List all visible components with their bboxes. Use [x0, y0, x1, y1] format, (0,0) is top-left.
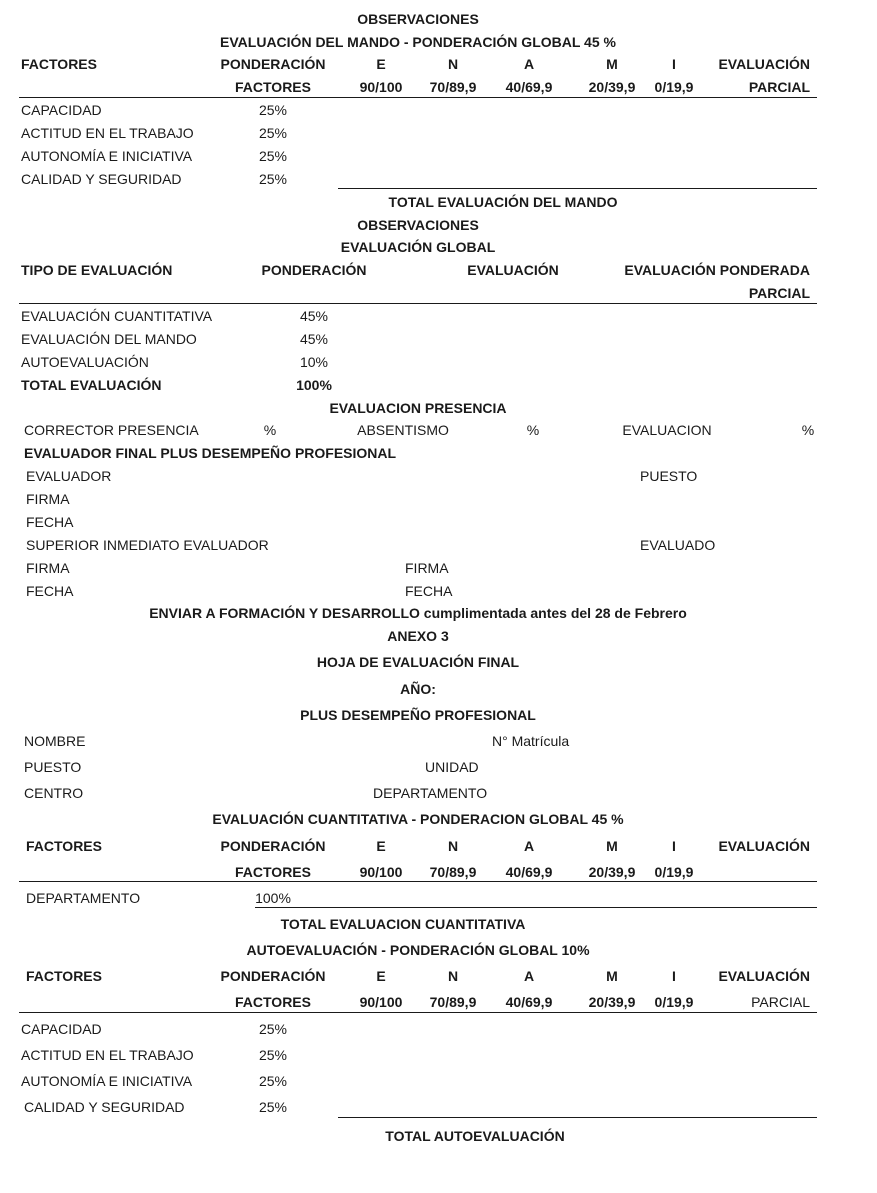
- global-header-ponderacion: PONDERACIÓN: [261, 262, 367, 278]
- presencia-corrector-percent: %: [263, 422, 277, 438]
- anio-label: AÑO:: [400, 681, 436, 697]
- presencia-evaluacion-label: EVALUACION: [622, 422, 712, 438]
- mando-subheader-a-range: 40/69,9: [505, 79, 553, 95]
- cuant-header-m: M: [606, 838, 618, 854]
- auto-header-i: I: [672, 968, 676, 984]
- auto-row-pond: 25%: [258, 1021, 288, 1037]
- mando-row-pond: 25%: [258, 148, 288, 164]
- superior-firma-label: FIRMA: [26, 560, 70, 576]
- auto-header-evaluacion: EVALUACIÓN: [718, 968, 810, 984]
- auto-total-divider: [338, 1117, 817, 1118]
- mando-subheader-m-range: 20/39,9: [588, 79, 636, 95]
- cuant-header-evaluacion: EVALUACIÓN: [718, 838, 810, 854]
- mando-header-divider: [19, 97, 817, 98]
- global-observaciones-heading: OBSERVACIONES: [357, 217, 479, 233]
- enviar-instruction: [149, 605, 687, 621]
- hoja-evaluacion-title: HOJA DE EVALUACIÓN FINAL: [316, 654, 520, 670]
- auto-row-factor: CAPACIDAD: [21, 1021, 102, 1037]
- auto-subheader-a-range: 40/69,9: [505, 994, 553, 1010]
- mando-row-pond: 25%: [258, 125, 288, 141]
- evaluado-fecha-label: FECHA: [405, 583, 453, 599]
- mando-subheader-parcial: PARCIAL: [748, 79, 810, 95]
- global-section-title: EVALUACIÓN GLOBAL: [340, 239, 496, 255]
- presencia-corrector-label: CORRECTOR PRESENCIA: [24, 422, 199, 438]
- mando-row-factor: CALIDAD Y SEGURIDAD: [21, 171, 182, 187]
- mando-header-e: E: [376, 56, 386, 72]
- auto-header-a: A: [523, 968, 535, 984]
- global-header-divider: [19, 303, 817, 304]
- cuant-header-n: N: [447, 838, 459, 854]
- enviar-instruction-bold: ENVIAR A FORMACIÓN Y DESARROLLO: [149, 605, 420, 621]
- auto-row-pond: 25%: [258, 1073, 288, 1089]
- mando-header-n: N: [447, 56, 459, 72]
- presencia-absentismo-percent: %: [526, 422, 540, 438]
- auto-subheader-factores: FACTORES: [235, 994, 311, 1010]
- enviar-instruction-rest: cumplimentada antes del 28 de Febrero: [419, 605, 687, 621]
- evaluado-label: EVALUADO: [640, 537, 716, 553]
- auto-row-pond: 25%: [258, 1047, 288, 1063]
- unidad-label: UNIDAD: [425, 759, 479, 775]
- global-row-pond: 45%: [299, 331, 329, 347]
- superior-fecha-label: FECHA: [26, 583, 74, 599]
- presencia-evaluacion-percent: %: [801, 422, 815, 438]
- mando-header-ponderacion: PONDERACIÓN: [220, 56, 326, 72]
- global-row-tipo: AUTOEVALUACIÓN: [21, 354, 149, 370]
- mando-row-pond: 25%: [258, 171, 288, 187]
- evaluador-puesto-label: PUESTO: [640, 468, 698, 484]
- cuant-header-divider: [19, 881, 817, 882]
- evaluador-final-title: EVALUADOR FINAL PLUS DESEMPEÑO PROFESIONAL: [24, 445, 397, 461]
- mando-section-title: EVALUACIÓN DEL MANDO - PONDERACIÓN GLOBAL 45 %: [220, 34, 616, 50]
- mando-header-evaluacion: EVALUACIÓN: [718, 56, 810, 72]
- mando-header-i: I: [672, 56, 676, 72]
- mando-subheader-i-range: 0/19,9: [654, 79, 694, 95]
- global-header-parcial: PARCIAL: [748, 285, 810, 301]
- global-header-tipo: TIPO DE EVALUACIÓN: [21, 262, 173, 278]
- mando-row-factor: AUTONOMÍA E INICIATIVA: [21, 148, 193, 164]
- auto-subheader-m-range: 20/39,9: [588, 994, 636, 1010]
- evaluado-firma-label: FIRMA: [405, 560, 449, 576]
- auto-subheader-e-range: 90/100: [359, 994, 403, 1010]
- global-total-pond: 100%: [296, 377, 332, 393]
- auto-header-factores: FACTORES: [26, 968, 102, 984]
- global-header-evaluacion: EVALUACIÓN: [467, 262, 559, 278]
- global-header-ponderada: EVALUACIÓN PONDERADA: [624, 262, 810, 278]
- global-total-label: TOTAL EVALUACIÓN: [21, 377, 162, 393]
- plus-desempeno-title: PLUS DESEMPEÑO PROFESIONAL: [300, 707, 536, 723]
- cuant-header-a: A: [523, 838, 535, 854]
- mando-row-factor: ACTITUD EN EL TRABAJO: [21, 125, 194, 141]
- global-row-pond: 45%: [299, 308, 329, 324]
- auto-row-pond: 25%: [258, 1099, 288, 1115]
- auto-header-m: M: [606, 968, 618, 984]
- auto-header-divider: [19, 1012, 817, 1013]
- mando-header-m: M: [606, 56, 618, 72]
- nombre-label: NOMBRE: [24, 733, 86, 749]
- mando-subheader-factores: FACTORES: [235, 79, 311, 95]
- mando-row-factor: CAPACIDAD: [21, 102, 102, 118]
- superior-evaluador-label: SUPERIOR INMEDIATO EVALUADOR: [26, 537, 269, 553]
- evaluador-fecha-label: FECHA: [26, 514, 74, 530]
- auto-row-factor: AUTONOMÍA E INICIATIVA: [21, 1073, 193, 1089]
- cuant-subheader-n-range: 70/89,9: [429, 864, 477, 880]
- mando-header-factores: FACTORES: [21, 56, 97, 72]
- presencia-absentismo-label: ABSENTISMO: [357, 422, 449, 438]
- cuant-total-divider: [255, 907, 817, 908]
- global-row-tipo: EVALUACIÓN DEL MANDO: [21, 331, 197, 347]
- anexo-title: ANEXO 3: [387, 628, 449, 644]
- cuant-row-factor: DEPARTAMENTO: [26, 890, 141, 906]
- cuant-subheader-i-range: 0/19,9: [654, 864, 694, 880]
- mando-row-pond: 25%: [258, 102, 288, 118]
- cuant-row-pond: 100%: [255, 890, 291, 906]
- auto-subheader-parcial: PARCIAL: [751, 994, 810, 1010]
- mando-subheader-e-range: 90/100: [359, 79, 403, 95]
- global-row-tipo: EVALUACIÓN CUANTITATIVA: [21, 308, 213, 324]
- auto-row-factor: CALIDAD Y SEGURIDAD: [24, 1099, 185, 1115]
- cuant-subheader-m-range: 20/39,9: [588, 864, 636, 880]
- mando-header-a: A: [523, 56, 535, 72]
- cuantitativa-section-title: EVALUACIÓN CUANTITATIVA - PONDERACION GLOBAL 45 %: [212, 811, 624, 827]
- auto-subheader-i-range: 0/19,9: [654, 994, 694, 1010]
- auto-section-title: AUTOEVALUACIÓN - PONDERACIÓN GLOBAL 10%: [246, 942, 590, 958]
- cuant-subheader-a-range: 40/69,9: [505, 864, 553, 880]
- anexo-puesto-label: PUESTO: [24, 759, 82, 775]
- evaluador-firma-label: FIRMA: [26, 491, 70, 507]
- cuant-subheader-e-range: 90/100: [359, 864, 403, 880]
- auto-row-factor: ACTITUD EN EL TRABAJO: [21, 1047, 194, 1063]
- cuant-header-i: I: [672, 838, 676, 854]
- cuant-header-factores: FACTORES: [26, 838, 102, 854]
- auto-total-label: TOTAL AUTOEVALUACIÓN: [385, 1128, 565, 1144]
- mando-subheader-n-range: 70/89,9: [429, 79, 477, 95]
- matricula-label: N° Matrícula: [492, 733, 570, 749]
- cuant-header-e: E: [376, 838, 386, 854]
- auto-header-n: N: [447, 968, 459, 984]
- cuant-total-label: TOTAL EVALUACION CUANTITATIVA: [280, 916, 526, 932]
- mando-total-label: TOTAL EVALUACIÓN DEL MANDO: [388, 194, 618, 210]
- mando-observaciones-heading: OBSERVACIONES: [357, 11, 479, 27]
- evaluador-label: EVALUADOR: [26, 468, 112, 484]
- centro-label: CENTRO: [24, 785, 84, 801]
- mando-total-divider: [338, 188, 817, 189]
- presencia-section-title: EVALUACION PRESENCIA: [329, 400, 507, 416]
- auto-subheader-n-range: 70/89,9: [429, 994, 477, 1010]
- departamento-label: DEPARTAMENTO: [373, 785, 488, 801]
- cuant-subheader-factores: FACTORES: [235, 864, 311, 880]
- cuant-header-ponderacion: PONDERACIÓN: [220, 838, 326, 854]
- auto-header-ponderacion: PONDERACIÓN: [220, 968, 326, 984]
- global-row-pond: 10%: [299, 354, 329, 370]
- auto-header-e: E: [376, 968, 386, 984]
